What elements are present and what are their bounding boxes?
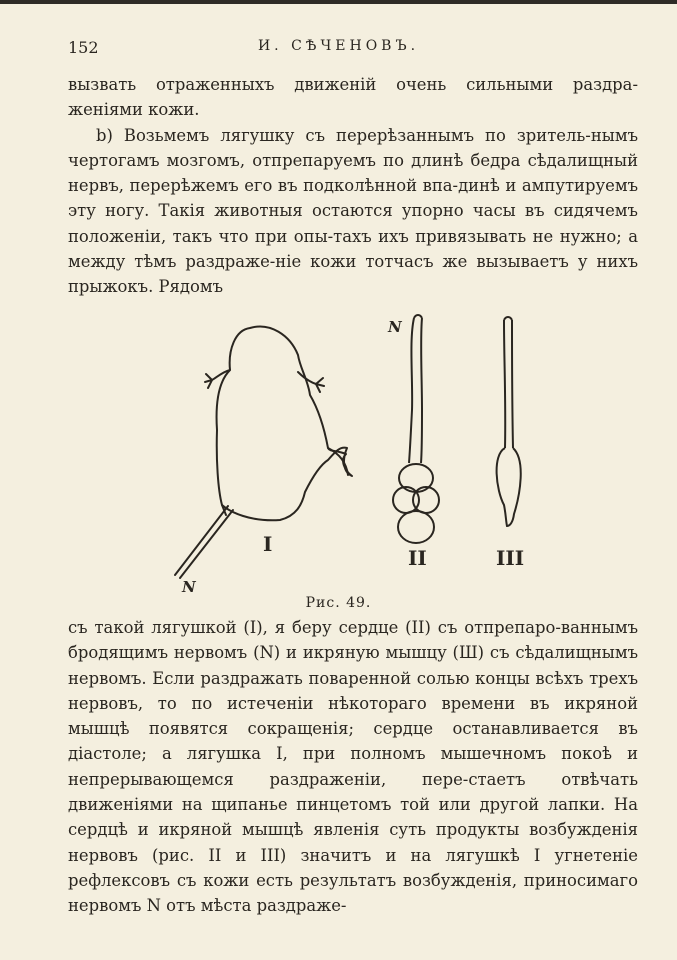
top-border xyxy=(0,0,677,4)
label-I: I xyxy=(263,532,273,556)
figure-caption: Рис. 49. xyxy=(305,595,372,611)
heart-drawing xyxy=(393,315,439,543)
paragraph-experiment: съ такой лягушкой (I), я беру сердце (II) съ отпрепаро-ваннымъ бродящимъ нервомъ (N) и икряную мышцу (Ш) съ сѣдалищнымъ нервомъ. Если раздражать поваренной солью концы всѣхъ трехъ нервовъ, то по истеченіи нѣкотораго времени въ икряной мышцѣ появятся сокращенія; сердце останавливается въ діастоле; а лягушка I, при полномъ мышечномъ покоѣ и непрерывающемся раздраженіи, пере-стаетъ отвѣчать движеніями на щипанье пинцетомъ той или другой лапки. На сердцѣ и икряной мышцѣ явленія суть продукты возбужденія нервовъ (рис. II и III) значитъ и на лягушкѣ I угнетеніе рефлексовъ съ кожи есть результатъ возбужденія, приносимаго нервомъ N отъ мѣста раздраже- xyxy=(68,618,638,916)
page-number: 152 xyxy=(68,38,99,57)
body-text-top xyxy=(68,72,638,300)
figure-49 xyxy=(160,300,560,595)
label-II: II xyxy=(408,546,427,570)
label-III: III xyxy=(496,546,525,570)
figure-illustration xyxy=(160,300,560,595)
label-N-frog: N xyxy=(182,578,196,595)
body-text-bottom xyxy=(68,615,638,919)
paragraph-continuation: вызвать отраженныхъ движеній очень сильными раздра-женіями кожи. xyxy=(68,75,638,120)
label-N-heart: N xyxy=(388,318,402,336)
running-head: И. СѢЧЕНОВЪ. xyxy=(257,38,420,54)
muscle-drawing xyxy=(497,317,521,526)
paragraph-b: b) Возьмемъ лягушку съ перерѣзаннымъ по зритель-нымъ чертогамъ мозгомъ, отпрепаруемъ по длинѣ бедра сѣдалищный нервъ, перерѣжемъ его въ подколѣнной впа-динѣ и ампутируемъ эту ногу. Такія животныя остаются упорно часы въ сидячемъ положеніи, такъ что при опы-тахъ ихъ привязывать не нужно; а между тѣмъ раздраже-ніе кожи тотчасъ же вызываетъ у нихъ прыжокъ. Рядомъ xyxy=(68,125,638,297)
